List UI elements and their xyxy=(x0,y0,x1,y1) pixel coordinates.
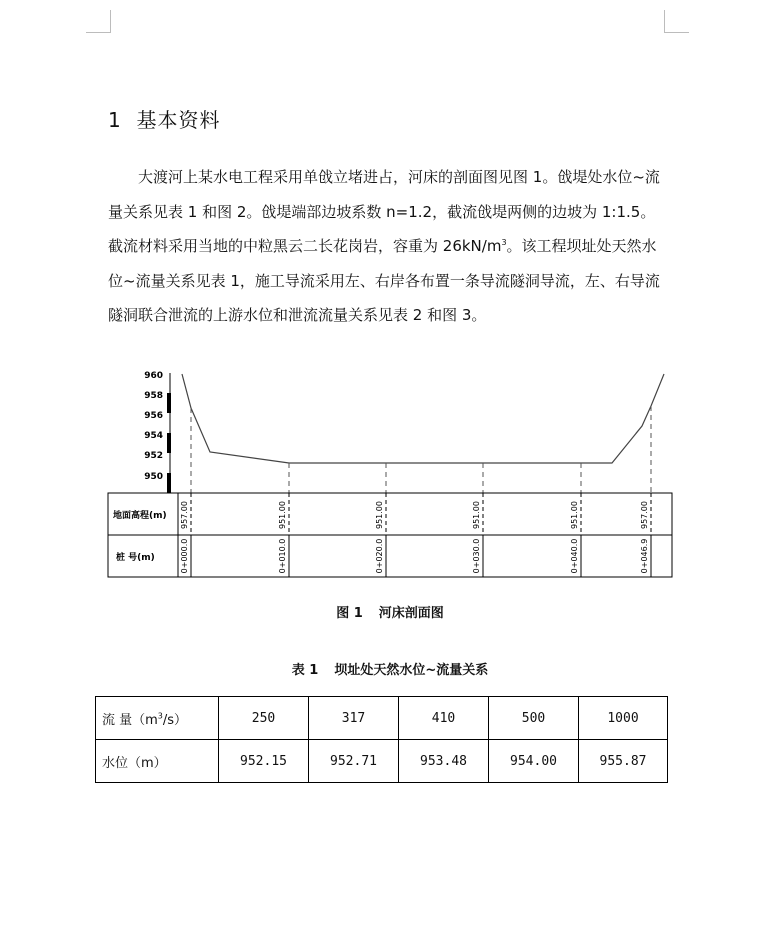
ground-profile-line xyxy=(182,374,664,463)
station-value: 0+040.0 xyxy=(570,538,579,574)
section-title: 基本资料 xyxy=(136,108,221,132)
figure-caption xyxy=(0,602,780,621)
page-corner-mark-top-left xyxy=(86,10,111,33)
scale-block xyxy=(167,473,171,493)
table-caption-text: 坝址处天然水位~流量关系 xyxy=(334,663,489,678)
figure-caption-number: 图 1 xyxy=(336,606,363,621)
paragraph-superscript: 3 xyxy=(501,238,507,247)
flow-cell: 500 xyxy=(489,697,579,740)
scale-block xyxy=(167,433,171,453)
level-cell: 955.87 xyxy=(579,740,668,783)
row-label-elevation: 地面高程(m) xyxy=(113,511,167,521)
elevation-value: 951.00 xyxy=(570,501,579,529)
y-tick-label: 958 xyxy=(144,391,163,401)
table-row xyxy=(96,697,668,740)
station-value: 0+020.0 xyxy=(375,538,384,574)
y-tick-label: 954 xyxy=(144,431,163,441)
elevation-value: 957.00 xyxy=(640,501,649,529)
station-value: 0+046.9 xyxy=(640,538,649,574)
y-tick-label: 956 xyxy=(144,411,163,421)
elevation-value: 957.00 xyxy=(180,501,189,529)
flow-cell: 250 xyxy=(219,697,309,740)
section-number: 1 xyxy=(108,108,122,132)
table-row xyxy=(96,740,668,783)
level-cell: 954.00 xyxy=(489,740,579,783)
y-tick-label: 952 xyxy=(144,451,163,461)
elevation-value: 951.00 xyxy=(472,501,481,529)
y-tick-label: 950 xyxy=(144,472,163,482)
paragraph-part2: 。该工程坝址处天然水位~流量关系见表 1，施工导流采用左、右岸各布置一条导流隧洞导流，左、右导流隧洞联合泄流的上游水位和泄流流量关系见表 2 和图 3。 xyxy=(108,237,660,324)
level-cell: 952.15 xyxy=(219,740,309,783)
flow-level-table xyxy=(95,696,668,783)
table-caption-number: 表 1 xyxy=(291,663,319,678)
row-header-level: 水位（m） xyxy=(96,740,219,783)
y-tick-label: 960 xyxy=(144,371,163,381)
scale-block xyxy=(167,393,171,413)
flow-cell: 410 xyxy=(399,697,489,740)
station-value: 0+030.0 xyxy=(472,538,481,574)
paragraph-part1: 大渡河上某水电工程采用单戗立堵进占，河床的剖面图见图 1。戗堤处水位~流量关系见表 1 和图 2。戗堤端部边坡系数 n=1.2，截流戗堤两侧的边坡为 1:1.5。截流材料采用当地的中粒黑云二长花岗岩，容重为 26kN/m xyxy=(108,168,660,255)
flow-cell: 317 xyxy=(309,697,399,740)
station-value: 0+010.0 xyxy=(278,538,287,574)
table-caption xyxy=(0,659,780,678)
section-heading xyxy=(108,104,220,133)
row-header-flow: 流 量$(m^3/s)$ xyxy=(96,697,219,740)
station-value: 0+000.0 xyxy=(180,538,189,574)
riverbed-profile-figure xyxy=(0,360,780,580)
level-cell: 952.71 xyxy=(309,740,399,783)
page-corner-mark-top-right xyxy=(664,10,689,33)
elevation-value: 951.00 xyxy=(278,501,287,529)
elevation-value: 951.00 xyxy=(375,501,384,529)
body-paragraph xyxy=(108,160,668,333)
row-label-station: 桩 号(m) xyxy=(116,553,155,563)
flow-cell: 1000 xyxy=(579,697,668,740)
figure-caption-text: 河床剖面图 xyxy=(378,606,444,621)
level-cell: 953.48 xyxy=(399,740,489,783)
